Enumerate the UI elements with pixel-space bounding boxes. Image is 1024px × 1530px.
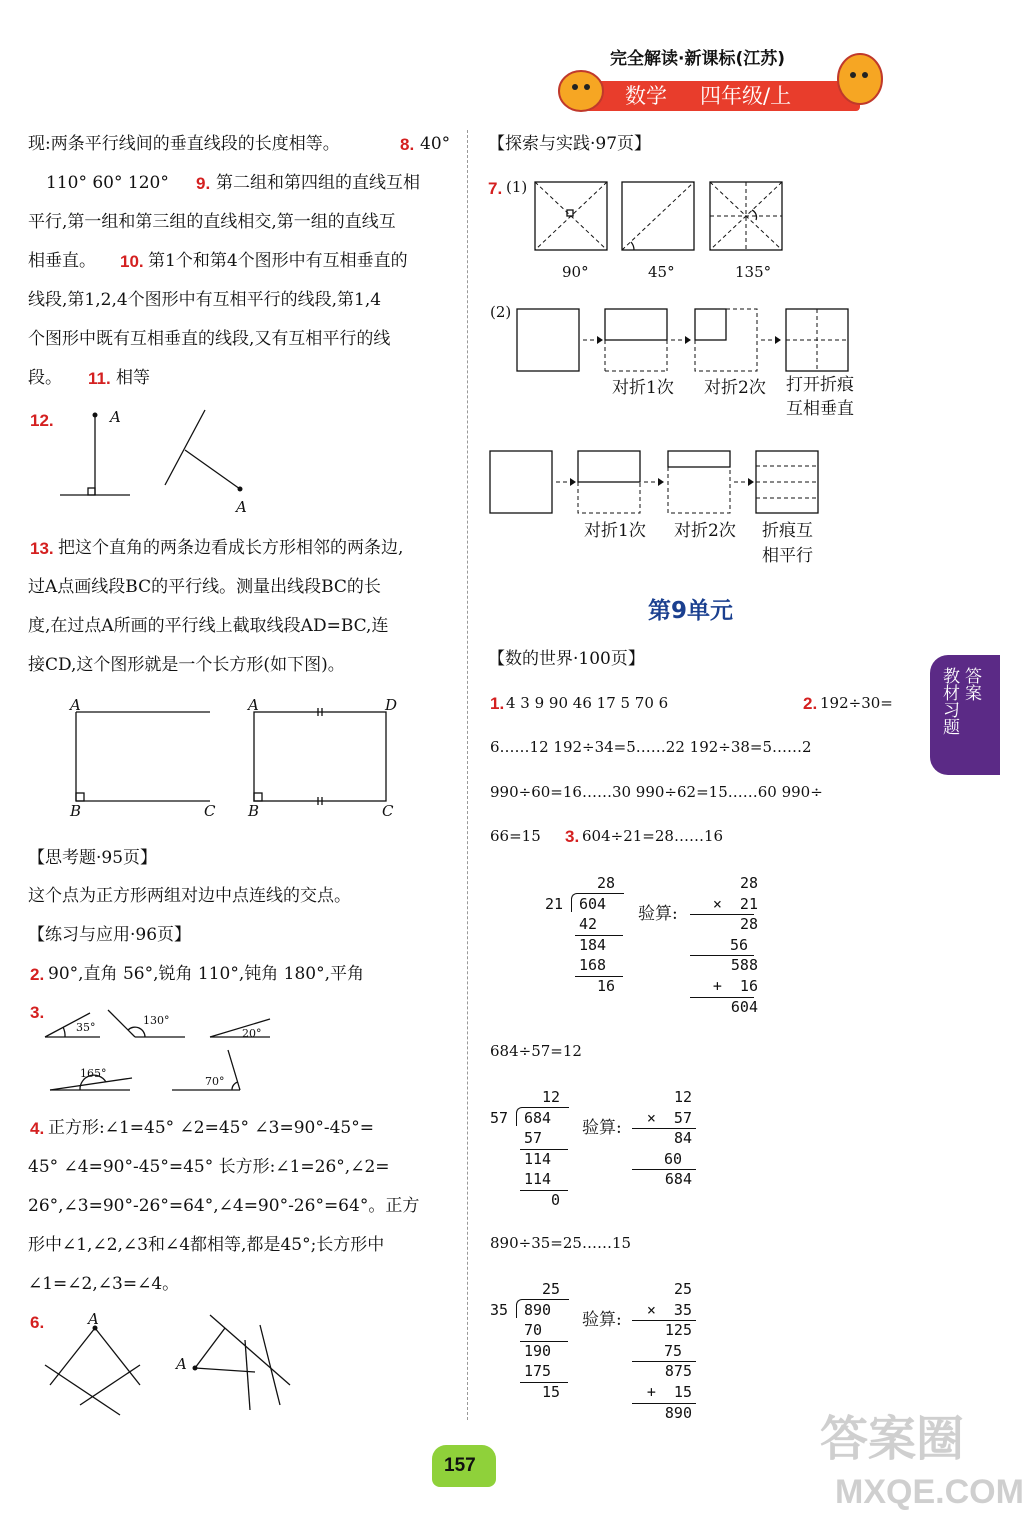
text-line: 线段,第1,2,4个图形中有互相平行的线段,第1,4 [28, 290, 382, 310]
column-divider [467, 130, 468, 1420]
text-line: 110° 60° 120° [46, 173, 169, 193]
answer-number: 10. [120, 252, 144, 271]
step: 0 [551, 1191, 561, 1209]
answer-number: 6. [30, 1313, 45, 1332]
step: 190 [524, 1342, 552, 1360]
section-title: 【思考题·95页】 [28, 848, 158, 868]
mascot-right-icon [835, 47, 885, 107]
angle-caption: 135° [735, 263, 772, 281]
watermark-url: MXQE.COM [835, 1473, 1024, 1511]
quotient: 28 [597, 874, 616, 892]
divisor: 57 [490, 1109, 509, 1127]
check-label: 验算: [582, 1310, 622, 1330]
answer-text: 相等 [116, 368, 150, 388]
vertex-label: D [385, 696, 398, 714]
answer-number: 1. [490, 694, 505, 713]
angle-label: 130° [143, 1014, 170, 1027]
answer-text: 把这个直角的两条边看成长方形相邻的两条边, [58, 538, 404, 558]
header [555, 45, 890, 115]
step: 184 [579, 936, 607, 954]
vertex-label: A [248, 696, 259, 714]
section-title: 【练习与应用·96页】 [28, 925, 192, 945]
answer-number: 4. [30, 1119, 45, 1138]
side-tab [930, 655, 1000, 775]
answer-text: 40° [420, 134, 451, 154]
page-number-badge [432, 1445, 496, 1487]
divisor: 21 [545, 895, 564, 913]
equation: 684÷57=12 [490, 1042, 582, 1060]
answer-number: 9. [196, 174, 211, 193]
angle-label: 70° [205, 1075, 225, 1088]
long-division [490, 1087, 570, 1217]
answer-text: 192÷30= [820, 694, 893, 712]
angle-label: 165° [80, 1067, 107, 1080]
fold-row-2 [488, 449, 833, 519]
vertex-label: B [70, 802, 82, 820]
answer-text: 6……12 192÷34=5……22 192÷38=5……2 [490, 738, 812, 756]
answer-text: 过A点画线段BC的平行线。测量出线段BC的长 [28, 577, 381, 597]
answer-number: 8. [400, 135, 415, 154]
vertex-label: C [382, 802, 394, 820]
mascot-left-icon [555, 65, 605, 115]
equation: 890÷35=25……15 [490, 1234, 632, 1252]
subject-label: 数学 [625, 84, 667, 108]
dividend: 890 [524, 1301, 552, 1319]
point-label: A [88, 1310, 99, 1328]
check-label: 验算: [638, 904, 678, 924]
step: 114 [524, 1150, 552, 1168]
vertex-label: C [204, 802, 216, 820]
answer-text: 第1个和第4个图形中有互相垂直的 [148, 251, 408, 271]
point-label: A [110, 408, 121, 426]
step: 114 [524, 1170, 552, 1188]
answer-number: 2. [30, 965, 45, 984]
fold-caption: 折痕互 [762, 521, 813, 541]
q12-figure [55, 405, 315, 515]
fold-caption: 对折2次 [674, 521, 736, 541]
answer-number: 12. [30, 411, 54, 430]
step: 42 [579, 915, 598, 933]
quotient: 12 [542, 1088, 561, 1106]
step: 175 [524, 1362, 552, 1380]
long-division [545, 873, 625, 1003]
step: 16 [597, 977, 616, 995]
angle-caption: 90° [562, 263, 589, 281]
text-line: 现:两条平行线间的垂直线段的长度相等。 [28, 134, 340, 154]
answer-text: 604÷21=28……16 [582, 827, 724, 845]
check-label: 验算: [582, 1118, 622, 1138]
answer-text: 度,在过点A所画的平行线上截取线段AD=BC,连 [28, 616, 389, 636]
text-line: 个图形中既有互相垂直的线段,又有互相平行的线 [28, 329, 391, 349]
side-tab-label: 答案 [961, 667, 981, 701]
answer-text: 45° ∠4=90°-45°=45° 长方形:∠1=26°,∠2= [28, 1157, 390, 1177]
angle-caption: 45° [648, 263, 675, 281]
step: 57 [524, 1129, 543, 1147]
answer-text: 4 3 9 90 46 17 5 70 6 [506, 694, 669, 712]
answer-number: 3. [565, 827, 580, 846]
series-title: 完全解读·新课标(江苏) [610, 49, 785, 69]
answer-number: 13. [30, 539, 54, 558]
step: 15 [542, 1383, 561, 1401]
grade-label: 四年级/上 [700, 84, 792, 108]
section-title: 【数的世界·100页】 [488, 649, 645, 669]
rule [520, 1190, 568, 1191]
vertex-label: B [248, 802, 260, 820]
step: 70 [524, 1321, 543, 1339]
quotient: 25 [542, 1280, 561, 1298]
answer-number: 11. [88, 369, 111, 388]
answer-text: 26°,∠3=90°-26°=64°,∠4=90°-26°=64°。正方 [28, 1196, 420, 1216]
angle-label: 20° [242, 1027, 262, 1040]
text-line: 平行,第一组和第三组的直线相交,第一组的直线互 [28, 212, 396, 232]
fold-caption: 打开折痕 [786, 375, 854, 395]
step: 168 [579, 956, 607, 974]
answer-text: 接CD,这个图形就是一个长方形(如下图)。 [28, 655, 345, 675]
text-line: 相垂直。 [28, 251, 96, 271]
text-line: 段。 [28, 368, 62, 388]
check-multiplication: 25 × 35 125 75 875 + 15 890 [630, 1279, 700, 1429]
rectangle-figure-1 [70, 696, 220, 810]
answer-text: 990÷60=16……30 990÷62=15……60 990÷ [490, 783, 823, 801]
unit-title: 第9单元 [648, 598, 734, 624]
check-multiplication: 28 × 21 28 56 588 + 16 604 [688, 873, 758, 1023]
answer-text: ∠1=∠2,∠3=∠4。 [28, 1274, 180, 1294]
fold-caption: 互相垂直 [786, 399, 854, 419]
rectangle-figure-2 [248, 696, 398, 810]
page-number: 157 [444, 1455, 476, 1476]
answer-text: 正方形:∠1=45° ∠2=45° ∠3=90°-45°= [48, 1118, 374, 1138]
fold-caption: 对折2次 [704, 378, 766, 398]
fold-squares-row [535, 180, 805, 255]
answer-text: 形中∠1,∠2,∠3和∠4都相等,都是45°;长方形中 [28, 1235, 385, 1255]
point-label: A [236, 498, 247, 516]
side-tab-label: 教材习题 [939, 667, 959, 735]
answer-number: 7. [488, 179, 503, 198]
section-title: 【探索与实践·97页】 [488, 134, 652, 154]
dividend: 604 [579, 895, 607, 913]
fold-row-1 [515, 307, 860, 377]
fold-caption: 相平行 [762, 546, 813, 566]
answer-text: 这个点为正方形两组对边中点连线的交点。 [28, 886, 351, 906]
q6-figure [40, 1310, 300, 1420]
check-multiplication: 12 × 57 84 60 684 [630, 1087, 700, 1197]
long-division [490, 1279, 570, 1409]
fold-caption: 对折1次 [612, 378, 674, 398]
answer-text: 第二组和第四组的直线互相 [216, 173, 420, 193]
answer-text: 90°,直角 56°,锐角 110°,钝角 180°,平角 [48, 964, 364, 984]
answer-text: 66=15 [490, 827, 541, 845]
dividend: 684 [524, 1109, 552, 1127]
point-label: A [176, 1355, 187, 1373]
watermark-brand: 答案圈 [820, 1411, 965, 1467]
divisor: 35 [490, 1301, 509, 1319]
angle-label: 35° [76, 1021, 96, 1034]
answer-number: 3. [30, 1003, 45, 1022]
part-label: (1) [506, 178, 528, 196]
fold-caption: 对折1次 [584, 521, 646, 541]
vertex-label: A [70, 696, 81, 714]
part-label: (2) [490, 303, 512, 321]
answer-number: 2. [803, 694, 818, 713]
